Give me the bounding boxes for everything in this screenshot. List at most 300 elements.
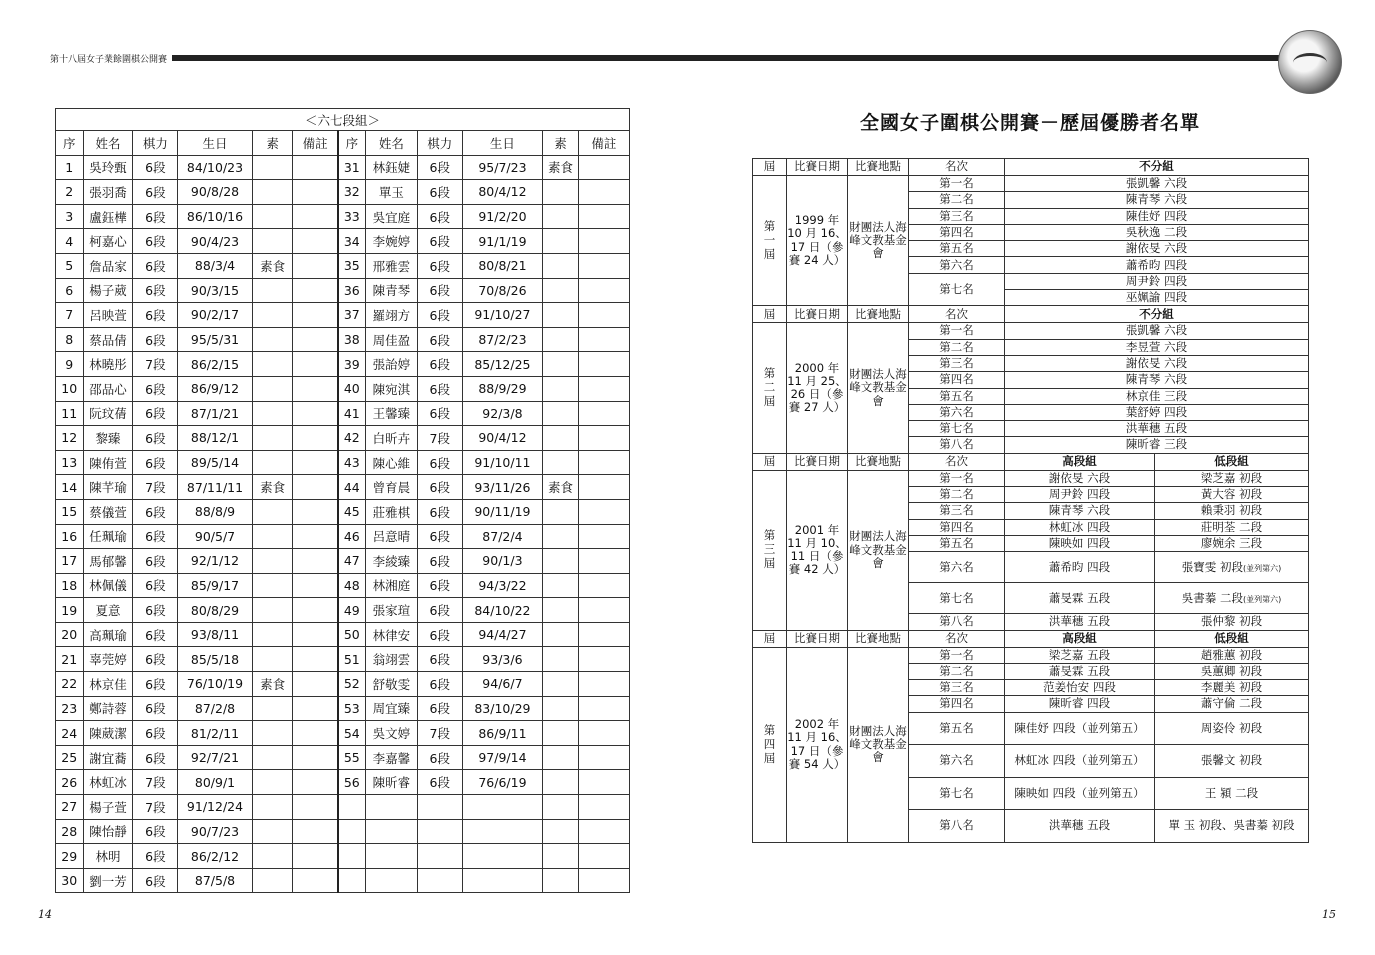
table-cell xyxy=(578,204,629,229)
table-cell xyxy=(252,303,293,328)
table-cell: 李婉婷 xyxy=(365,229,417,254)
table-cell: 76/6/19 xyxy=(462,770,543,795)
table-cell xyxy=(543,253,579,278)
table-cell: 22 xyxy=(56,672,84,697)
table-cell xyxy=(293,598,338,623)
column-header: 比賽地點 xyxy=(848,306,909,323)
table-cell: 87/1/21 xyxy=(178,401,252,426)
rank-label: 第六名 xyxy=(909,257,1005,273)
table-cell xyxy=(578,622,629,647)
table-row xyxy=(56,795,630,820)
table-cell xyxy=(365,868,417,893)
table-cell xyxy=(293,253,338,278)
table-cell: 6段 xyxy=(133,819,178,844)
table-row xyxy=(56,499,630,524)
table-cell: 素食 xyxy=(252,253,293,278)
table-cell: 90/11/19 xyxy=(462,499,543,524)
table-cell: 86/2/12 xyxy=(178,844,252,869)
edition-venue: 財團法人海峰文教基金會 xyxy=(848,470,909,630)
edition-header-row xyxy=(753,630,1309,647)
table-cell: 舒敬雯 xyxy=(365,672,417,697)
column-header: 備註 xyxy=(293,131,338,156)
table-cell: 28 xyxy=(56,819,84,844)
page-title: 全國女子圍棋公開賽－歷屆優勝者名單 xyxy=(859,112,1200,134)
participants-table xyxy=(55,108,630,893)
table-cell: 6段 xyxy=(133,327,178,352)
column-header: 棋力 xyxy=(417,131,462,156)
table-row xyxy=(56,770,630,795)
table-cell xyxy=(293,229,338,254)
table-cell xyxy=(543,524,579,549)
table-cell xyxy=(338,844,366,869)
table-cell: 任珮瑜 xyxy=(83,524,133,549)
table-cell xyxy=(578,696,629,721)
table-cell: 81/2/11 xyxy=(178,721,252,746)
table-cell xyxy=(543,426,579,451)
table-cell: 楊子葳 xyxy=(83,278,133,303)
table-cell: 6段 xyxy=(133,549,178,574)
table-cell: 林曉彤 xyxy=(83,352,133,377)
rank-label: 第一名 xyxy=(909,647,1005,663)
winner-low-name: 蕭守倫 二段 xyxy=(1200,696,1263,711)
table-cell xyxy=(578,770,629,795)
winner-high: 陳青琴 六段 xyxy=(1005,503,1155,519)
table-cell: 85/9/17 xyxy=(178,573,252,598)
winner-low xyxy=(1155,745,1309,778)
table-cell: 張羽喬 xyxy=(83,180,133,205)
table-cell: 31 xyxy=(338,155,366,180)
table-cell xyxy=(252,770,293,795)
table-cell: 單玉 xyxy=(365,180,417,205)
edition-date: 2002 年 11 月 16、17 日（參賽 54 人） xyxy=(787,647,848,842)
table-cell xyxy=(578,524,629,549)
table-cell: 6段 xyxy=(417,524,462,549)
table-cell: 43 xyxy=(338,450,366,475)
column-header: 序 xyxy=(56,131,84,156)
column-header: 生日 xyxy=(462,131,543,156)
table-cell: 90/4/12 xyxy=(462,426,543,451)
table-cell xyxy=(578,376,629,401)
table-cell: 6段 xyxy=(417,352,462,377)
page-number-right: 15 xyxy=(1322,908,1336,921)
winner-low xyxy=(1155,552,1309,583)
table-cell: 6段 xyxy=(417,598,462,623)
winner-high: 蕭旻霖 五段 xyxy=(1005,583,1155,614)
table-cell xyxy=(293,721,338,746)
column-header: 生日 xyxy=(178,131,252,156)
table-cell: 6段 xyxy=(417,253,462,278)
table-row xyxy=(56,622,630,647)
table-cell xyxy=(578,450,629,475)
winner-low xyxy=(1155,519,1309,535)
table-cell: 54 xyxy=(338,721,366,746)
rank-label: 第八名 xyxy=(909,614,1005,630)
table-cell xyxy=(293,303,338,328)
table-cell: 92/7/21 xyxy=(178,745,252,770)
table-cell xyxy=(578,795,629,820)
column-header: 名次 xyxy=(909,159,1005,176)
table-row xyxy=(753,176,1309,192)
table-cell xyxy=(543,549,579,574)
table-cell xyxy=(462,868,543,893)
table-cell xyxy=(252,745,293,770)
table-cell: 6段 xyxy=(417,401,462,426)
column-header: 屆 xyxy=(753,306,787,323)
table-cell: 46 xyxy=(338,524,366,549)
table-cell: 6 xyxy=(56,278,84,303)
running-header: 第十八屆女子業餘圍棋公開賽 xyxy=(50,55,168,65)
winner-low xyxy=(1155,647,1309,663)
table-cell xyxy=(252,844,293,869)
table-cell: 呂映萱 xyxy=(83,303,133,328)
table-cell xyxy=(578,278,629,303)
table-cell: 林佩儀 xyxy=(83,573,133,598)
table-cell: 88/3/4 xyxy=(178,253,252,278)
winner-low-name: 吳書蓁 二段 xyxy=(1181,590,1243,605)
table-row xyxy=(56,549,630,574)
table-row xyxy=(56,327,630,352)
table-cell xyxy=(252,499,293,524)
winner-low xyxy=(1155,712,1309,745)
table-cell: 周佳盈 xyxy=(365,327,417,352)
table-cell: 6段 xyxy=(417,155,462,180)
table-cell: 90/7/23 xyxy=(178,819,252,844)
table-cell: 41 xyxy=(338,401,366,426)
table-cell: 陳青琴 xyxy=(365,278,417,303)
table-cell: 6段 xyxy=(133,253,178,278)
table-row xyxy=(56,819,630,844)
table-cell: 鄭詩蓉 xyxy=(83,696,133,721)
table-cell: 38 xyxy=(338,327,366,352)
table-cell xyxy=(293,696,338,721)
winner-name: 林京佳 三段 xyxy=(1005,388,1309,404)
winner-high: 蕭希昀 四段 xyxy=(1005,552,1155,583)
rank-label: 第六名 xyxy=(909,552,1005,583)
table-cell xyxy=(578,868,629,893)
table-cell xyxy=(543,745,579,770)
table-cell: 7段 xyxy=(417,426,462,451)
table-cell xyxy=(252,819,293,844)
winner-low-name: 趙雅蕙 初段 xyxy=(1200,647,1263,662)
table-cell: 3 xyxy=(56,204,84,229)
rank-label: 第三名 xyxy=(909,503,1005,519)
table-cell: 6段 xyxy=(133,499,178,524)
table-cell: 5 xyxy=(56,253,84,278)
table-cell xyxy=(293,155,338,180)
table-cell: 36 xyxy=(338,278,366,303)
table-cell xyxy=(543,499,579,524)
winner-low-name: 張寶雯 初段 xyxy=(1181,559,1243,574)
table-cell xyxy=(543,819,579,844)
page-number-left: 14 xyxy=(38,908,52,921)
table-cell: 90/8/28 xyxy=(178,180,252,205)
table-cell: 56 xyxy=(338,770,366,795)
table-cell: 93/3/6 xyxy=(462,647,543,672)
table-cell: 94/6/7 xyxy=(462,672,543,697)
table-cell: 4 xyxy=(56,229,84,254)
table-cell xyxy=(365,795,417,820)
table-cell: 49 xyxy=(338,598,366,623)
table-cell: 90/4/23 xyxy=(178,229,252,254)
winner-name: 巫姵諭 四段 xyxy=(1005,290,1309,306)
table-cell: 林京佳 xyxy=(83,672,133,697)
table-cell: 87/5/8 xyxy=(178,868,252,893)
table-row xyxy=(56,278,630,303)
table-cell xyxy=(293,327,338,352)
table-cell xyxy=(543,721,579,746)
table-row xyxy=(56,450,630,475)
table-cell: 17 xyxy=(56,549,84,574)
rank-label: 第一名 xyxy=(909,470,1005,486)
table-cell xyxy=(293,499,338,524)
table-cell: 94/4/27 xyxy=(462,622,543,647)
table-cell xyxy=(543,303,579,328)
edition-date: 2000 年 11 月 25、26 日（參賽 27 人） xyxy=(787,323,848,453)
table-cell: 87/2/4 xyxy=(462,524,543,549)
table-cell xyxy=(543,844,579,869)
table-cell: 6段 xyxy=(417,622,462,647)
winner-low xyxy=(1155,680,1309,696)
winner-name: 陳佳妤 四段 xyxy=(1005,208,1309,224)
table-cell xyxy=(293,549,338,574)
table-cell xyxy=(252,376,293,401)
table-cell: 9 xyxy=(56,352,84,377)
group-header: 高段組 xyxy=(1005,453,1155,470)
winner-high: 陳佳妤 四段（並列第五） xyxy=(1005,712,1155,745)
table-cell: 91/2/20 xyxy=(462,204,543,229)
winner-name: 洪華穗 五段 xyxy=(1005,421,1309,437)
group-header: 高段組 xyxy=(1005,630,1155,647)
table-cell xyxy=(578,549,629,574)
table-cell xyxy=(252,278,293,303)
go-board-emblem xyxy=(1278,30,1342,94)
rank-label: 第五名 xyxy=(909,241,1005,257)
winner-low-name: 莊明荃 二段 xyxy=(1200,519,1263,534)
winner-name: 葉舒婷 四段 xyxy=(1005,404,1309,420)
table-cell: 6段 xyxy=(417,770,462,795)
table-cell: 6段 xyxy=(417,647,462,672)
column-header: 比賽日期 xyxy=(787,630,848,647)
table-cell: 12 xyxy=(56,426,84,451)
table-cell xyxy=(543,647,579,672)
table-cell: 90/5/7 xyxy=(178,524,252,549)
winner-low-name: 王 潁 二段 xyxy=(1204,785,1259,800)
table-cell: 91/12/24 xyxy=(178,795,252,820)
table-cell: 6段 xyxy=(417,573,462,598)
table-cell: 91/1/19 xyxy=(462,229,543,254)
winner-name: 李昱萱 六段 xyxy=(1005,339,1309,355)
table-cell xyxy=(543,352,579,377)
winner-name: 陳青琴 六段 xyxy=(1005,192,1309,208)
table-cell: 6段 xyxy=(133,647,178,672)
table-cell xyxy=(252,868,293,893)
table-row xyxy=(56,721,630,746)
table-cell: 6段 xyxy=(133,426,178,451)
table-cell xyxy=(543,450,579,475)
table-cell: 91/10/27 xyxy=(462,303,543,328)
table-cell: 14 xyxy=(56,475,84,500)
table-cell: 90/3/15 xyxy=(178,278,252,303)
table-cell: 呂意晴 xyxy=(365,524,417,549)
table-cell: 55 xyxy=(338,745,366,770)
table-cell: 30 xyxy=(56,868,84,893)
table-cell: 6段 xyxy=(417,672,462,697)
table-cell xyxy=(252,549,293,574)
table-cell: 陳侑萱 xyxy=(83,450,133,475)
winner-low xyxy=(1155,696,1309,712)
column-header: 名次 xyxy=(909,453,1005,470)
winner-high: 蕭旻霖 五段 xyxy=(1005,663,1155,679)
rank-label: 第三名 xyxy=(909,208,1005,224)
table-cell: 素食 xyxy=(543,155,579,180)
table-row xyxy=(56,745,630,770)
table-cell: 6段 xyxy=(133,598,178,623)
rank-label: 第七名 xyxy=(909,583,1005,614)
table-cell: 50 xyxy=(338,622,366,647)
table-cell xyxy=(338,819,366,844)
table-cell xyxy=(462,844,543,869)
table-cell: 76/10/19 xyxy=(178,672,252,697)
table-cell xyxy=(338,868,366,893)
column-header: 序 xyxy=(338,131,366,156)
table-cell xyxy=(578,401,629,426)
table-cell xyxy=(252,647,293,672)
table-cell: 85/12/25 xyxy=(462,352,543,377)
column-header: 比賽地點 xyxy=(848,159,909,176)
winner-low-name: 吳蕙卿 初段 xyxy=(1200,663,1263,678)
table-cell: 謝宜蕎 xyxy=(83,745,133,770)
table-cell: 40 xyxy=(338,376,366,401)
table-row xyxy=(56,204,630,229)
table-cell xyxy=(462,819,543,844)
winner-high: 陳昕睿 四段 xyxy=(1005,696,1155,712)
table-cell: 楊子萱 xyxy=(83,795,133,820)
table-row xyxy=(56,868,630,893)
column-header: 比賽日期 xyxy=(787,159,848,176)
tie-note: (並列第六) xyxy=(1242,563,1282,573)
table-cell xyxy=(293,376,338,401)
table-cell: 6段 xyxy=(133,672,178,697)
table-cell: 夏意 xyxy=(83,598,133,623)
table-cell: 6段 xyxy=(417,696,462,721)
table-cell xyxy=(365,819,417,844)
table-cell xyxy=(252,204,293,229)
table-row xyxy=(753,470,1309,486)
table-cell: 7段 xyxy=(133,475,178,500)
table-cell xyxy=(543,204,579,229)
edition-label: 第 三 屆 xyxy=(753,470,787,630)
table-cell xyxy=(338,795,366,820)
table-cell xyxy=(293,426,338,451)
table-cell xyxy=(252,598,293,623)
header-rule xyxy=(172,55,1292,61)
column-header: 名次 xyxy=(909,630,1005,647)
column-header: 屆 xyxy=(753,453,787,470)
table-cell: 6段 xyxy=(133,524,178,549)
table-cell: 7段 xyxy=(133,770,178,795)
table-cell xyxy=(252,795,293,820)
table-cell: 84/10/23 xyxy=(178,155,252,180)
table-cell: 邵品心 xyxy=(83,376,133,401)
table-cell: 馬郁馨 xyxy=(83,549,133,574)
winner-low-name: 單 玉 初段、吳書蓁 初段 xyxy=(1168,818,1295,833)
table-cell: 16 xyxy=(56,524,84,549)
table-cell: 23 xyxy=(56,696,84,721)
table-cell xyxy=(293,278,338,303)
winner-high: 陳映如 四段（並列第五） xyxy=(1005,777,1155,810)
table-cell xyxy=(543,795,579,820)
winner-low-name: 張仲黎 初段 xyxy=(1200,614,1263,629)
edition-venue: 財團法人海峰文教基金會 xyxy=(848,323,909,453)
table-cell: 陳心維 xyxy=(365,450,417,475)
winner-low xyxy=(1155,777,1309,810)
winner-name: 張凱馨 六段 xyxy=(1005,323,1309,339)
table-cell: 6段 xyxy=(133,155,178,180)
table-cell: 6段 xyxy=(133,278,178,303)
table-cell: 6段 xyxy=(417,180,462,205)
table-cell: 32 xyxy=(338,180,366,205)
tie-note: (並列第六) xyxy=(1242,594,1282,604)
table-row xyxy=(56,573,630,598)
table-cell: 44 xyxy=(338,475,366,500)
table-cell: 陳芊瑜 xyxy=(83,475,133,500)
column-header: 素 xyxy=(252,131,293,156)
table-cell: 92/3/8 xyxy=(462,401,543,426)
rank-label: 第五名 xyxy=(909,388,1005,404)
table-cell: 95/5/31 xyxy=(178,327,252,352)
table-cell: 7段 xyxy=(133,352,178,377)
table-cell: 34 xyxy=(338,229,366,254)
table-cell: 6段 xyxy=(133,229,178,254)
table-cell: 86/9/12 xyxy=(178,376,252,401)
edition-label: 第 二 屆 xyxy=(753,323,787,453)
table-cell: 6段 xyxy=(133,204,178,229)
table-cell xyxy=(578,573,629,598)
table-row xyxy=(56,524,630,549)
rank-label: 第七名 xyxy=(909,421,1005,437)
winner-low xyxy=(1155,535,1309,551)
rank-label: 第七名 xyxy=(909,777,1005,810)
edition-date: 2001 年 11 月 10、11 日（參賽 42 人） xyxy=(787,470,848,630)
table-row xyxy=(56,844,630,869)
table-cell xyxy=(578,672,629,697)
winner-name: 陳青琴 六段 xyxy=(1005,372,1309,388)
table-cell: 6段 xyxy=(417,303,462,328)
table-caption: ＜六七段組＞ xyxy=(56,109,630,131)
table-cell: 6段 xyxy=(417,278,462,303)
table-cell: 素食 xyxy=(252,475,293,500)
table-cell xyxy=(293,819,338,844)
table-cell xyxy=(578,229,629,254)
table-row xyxy=(56,647,630,672)
table-cell: 80/8/29 xyxy=(178,598,252,623)
edition-header-row xyxy=(753,306,1309,323)
table-cell xyxy=(543,868,579,893)
table-cell xyxy=(578,598,629,623)
table-cell: 6段 xyxy=(133,573,178,598)
winner-name: 蕭希昀 四段 xyxy=(1005,257,1309,273)
table-cell xyxy=(578,745,629,770)
winner-low xyxy=(1155,810,1309,843)
table-cell: 6段 xyxy=(133,868,178,893)
table-cell: 80/4/12 xyxy=(462,180,543,205)
table-row xyxy=(56,180,630,205)
winner-name: 陳昕睿 三段 xyxy=(1005,437,1309,453)
table-row xyxy=(56,401,630,426)
table-cell xyxy=(578,253,629,278)
table-cell: 7 xyxy=(56,303,84,328)
table-cell xyxy=(293,622,338,647)
